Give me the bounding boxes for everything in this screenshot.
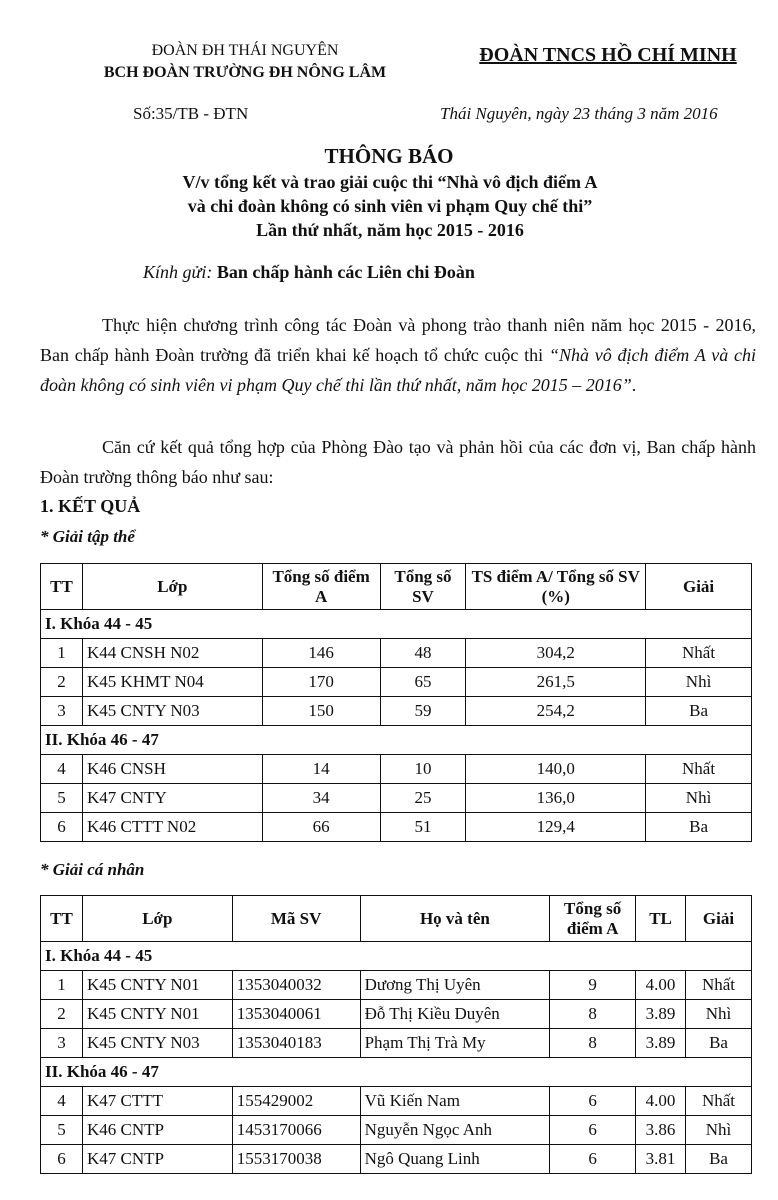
table-cell: 3 <box>41 1029 83 1058</box>
table-cell: 4 <box>41 755 83 784</box>
document-title: THÔNG BÁO <box>324 144 454 168</box>
group-label: I. Khóa 44 - 45 <box>41 610 752 639</box>
paragraph-1-end: . <box>631 375 637 395</box>
table-cell: 25 <box>380 784 466 813</box>
subtitle-line-1: V/v tổng kết và trao giải cuộc thi “Nhà vô địch điểm A <box>182 172 598 192</box>
table-cell: 304,2 <box>466 639 646 668</box>
table-cell: K45 CNTY N03 <box>82 697 262 726</box>
table-cell: K47 CNTY <box>82 784 262 813</box>
table-cell: 8 <box>550 1029 636 1058</box>
table-cell: 155429002 <box>232 1087 360 1116</box>
table-row <box>41 813 752 842</box>
recipient-value: Ban chấp hành các Liên chi Đoàn <box>216 262 475 282</box>
table-cell: 2 <box>41 1000 83 1029</box>
table-cell: 140,0 <box>466 755 646 784</box>
individual-award-table <box>40 895 752 1174</box>
column-header: Giải <box>646 564 752 610</box>
column-header: Lớp <box>82 896 232 942</box>
table-cell: 3.86 <box>636 1116 686 1145</box>
table-cell: 2 <box>41 668 83 697</box>
document-subtitle <box>100 170 680 242</box>
table-row <box>41 1029 752 1058</box>
column-header: Tổng số SV <box>380 564 466 610</box>
table-cell: 261,5 <box>466 668 646 697</box>
column-header: TL <box>636 896 686 942</box>
table-header-row <box>41 564 752 610</box>
table-row <box>41 784 752 813</box>
table-cell: K46 CNSH <box>82 755 262 784</box>
table-cell: K45 CNTY N01 <box>82 971 232 1000</box>
table-cell: 6 <box>550 1116 636 1145</box>
table-row <box>41 755 752 784</box>
table-cell: Ngô Quang Linh <box>360 1145 550 1174</box>
table-cell: 51 <box>380 813 466 842</box>
group-row <box>41 726 752 755</box>
paragraph-2-text: Căn cứ kết quả tổng hợp của Phòng Đào tạo và phản hồi của các đơn vị, Ban chấp hành Đoàn trường thông báo như sau: <box>40 437 756 487</box>
table-cell: K46 CNTP <box>82 1116 232 1145</box>
org-line-2: BCH ĐOÀN TRƯỜNG ĐH NÔNG LÂM <box>103 64 387 81</box>
group-award-heading: * Giải tập thể <box>40 527 135 546</box>
column-header: Họ và tên <box>360 896 550 942</box>
group-award-body <box>41 610 752 842</box>
recipient-line <box>143 262 475 283</box>
group-row <box>41 610 752 639</box>
table-cell: Phạm Thị Trà My <box>360 1029 550 1058</box>
paragraph-1-text: Thực hiện chương trình công tác Đoàn và phong trào thanh niên năm học 2015 - 2016, Ban chấp hành Đoàn trường đã triển khai kế hoạch tổ chức cuộc thi <box>40 315 756 365</box>
table-cell: 1 <box>41 639 83 668</box>
table-cell: 6 <box>41 1145 83 1174</box>
table-cell: 1553170038 <box>232 1145 360 1174</box>
table-cell: 254,2 <box>466 697 646 726</box>
table-row <box>41 639 752 668</box>
table-cell: Vũ Kiến Nam <box>360 1087 550 1116</box>
table-cell: K47 CTTT <box>82 1087 232 1116</box>
column-header: Tổng số điểm A <box>550 896 636 942</box>
paragraph-2 <box>40 432 756 492</box>
column-header: TT <box>41 896 83 942</box>
table-cell: 6 <box>550 1087 636 1116</box>
column-header: Lớp <box>82 564 262 610</box>
table-cell: Ba <box>646 813 752 842</box>
table-cell: Nhất <box>686 971 752 1000</box>
table-cell: 3 <box>41 697 83 726</box>
table-cell: K45 KHMT N04 <box>82 668 262 697</box>
table-row <box>41 1000 752 1029</box>
table-cell: 48 <box>380 639 466 668</box>
document-number: Số:35/TB - ĐTN <box>133 104 249 123</box>
section-results-heading: 1. KẾT QUẢ <box>40 496 141 516</box>
table-cell: K45 CNTY N01 <box>82 1000 232 1029</box>
subtitle-line-3: Lần thứ nhất, năm học 2015 - 2016 <box>256 220 524 240</box>
group-row <box>41 1058 752 1087</box>
table-cell: Ba <box>686 1029 752 1058</box>
table-cell: 59 <box>380 697 466 726</box>
table-cell: Nhì <box>646 668 752 697</box>
table-cell: 1 <box>41 971 83 1000</box>
group-label: I. Khóa 44 - 45 <box>41 942 752 971</box>
table-cell: K47 CNTP <box>82 1145 232 1174</box>
individual-award-body <box>41 942 752 1174</box>
table-cell: 34 <box>262 784 380 813</box>
table-cell: 1353040032 <box>232 971 360 1000</box>
table-row <box>41 668 752 697</box>
table-header-row <box>41 896 752 942</box>
table-cell: 14 <box>262 755 380 784</box>
table-cell: K44 CNSH N02 <box>82 639 262 668</box>
org-line-1: ĐOÀN ĐH THÁI NGUYÊN <box>151 42 339 59</box>
table-cell: 3.89 <box>636 1029 686 1058</box>
table-cell: 1353040183 <box>232 1029 360 1058</box>
table-cell: Dương Thị Uyên <box>360 971 550 1000</box>
table-cell: Nhì <box>686 1116 752 1145</box>
table-cell: 4 <box>41 1087 83 1116</box>
table-row <box>41 1116 752 1145</box>
table-cell: 9 <box>550 971 636 1000</box>
table-cell: Nguyễn Ngọc Anh <box>360 1116 550 1145</box>
table-row <box>41 1145 752 1174</box>
table-cell: 129,4 <box>466 813 646 842</box>
group-award-table <box>40 563 752 842</box>
table-cell: Nhì <box>686 1000 752 1029</box>
union-title: ĐOÀN TNCS HỒ CHÍ MINH <box>479 44 737 66</box>
table-row <box>41 1087 752 1116</box>
table-cell: 6 <box>550 1145 636 1174</box>
table-cell: 170 <box>262 668 380 697</box>
table-cell: 5 <box>41 784 83 813</box>
subtitle-line-2: và chi đoàn không có sinh viên vi phạm Quy chế thi” <box>187 196 593 216</box>
table-cell: 5 <box>41 1116 83 1145</box>
table-cell: K46 CTTT N02 <box>82 813 262 842</box>
column-header: TS điểm A/ Tổng số SV (%) <box>466 564 646 610</box>
table-cell: 1453170066 <box>232 1116 360 1145</box>
column-header: Giải <box>686 896 752 942</box>
table-cell: 3.89 <box>636 1000 686 1029</box>
table-cell: 66 <box>262 813 380 842</box>
table-cell: 3.81 <box>636 1145 686 1174</box>
contest-name-quote: “Nhà vô địch điểm A và chi đoàn không có sinh viên vi phạm Quy chế thi lần thứ nhất, năm học 2015 – 2016” <box>40 345 757 395</box>
table-cell: 10 <box>380 755 466 784</box>
table-cell: 65 <box>380 668 466 697</box>
table-cell: Nhất <box>646 639 752 668</box>
table-cell: 146 <box>262 639 380 668</box>
table-cell: Nhì <box>646 784 752 813</box>
group-label: II. Khóa 46 - 47 <box>41 726 752 755</box>
table-cell: K45 CNTY N03 <box>82 1029 232 1058</box>
issuing-organization <box>80 40 410 84</box>
document-date: Thái Nguyên, ngày 23 tháng 3 năm 2016 <box>440 104 718 123</box>
column-header: Tổng số điểm A <box>262 564 380 610</box>
table-cell: Ba <box>646 697 752 726</box>
paragraph-1 <box>40 310 756 400</box>
table-row <box>41 697 752 726</box>
table-cell: Nhất <box>646 755 752 784</box>
group-row <box>41 942 752 971</box>
table-cell: 8 <box>550 1000 636 1029</box>
table-cell: Ba <box>686 1145 752 1174</box>
recipient-label: Kính gửi: <box>143 262 213 282</box>
table-cell: 4.00 <box>636 971 686 1000</box>
table-cell: Nhất <box>686 1087 752 1116</box>
table-cell: Đỗ Thị Kiều Duyên <box>360 1000 550 1029</box>
table-cell: 1353040061 <box>232 1000 360 1029</box>
individual-award-heading: * Giải cá nhân <box>40 860 145 879</box>
column-header: Mã SV <box>232 896 360 942</box>
table-cell: 136,0 <box>466 784 646 813</box>
group-label: II. Khóa 46 - 47 <box>41 1058 752 1087</box>
table-cell: 6 <box>41 813 83 842</box>
table-cell: 4.00 <box>636 1087 686 1116</box>
table-row <box>41 971 752 1000</box>
column-header: TT <box>41 564 83 610</box>
table-cell: 150 <box>262 697 380 726</box>
